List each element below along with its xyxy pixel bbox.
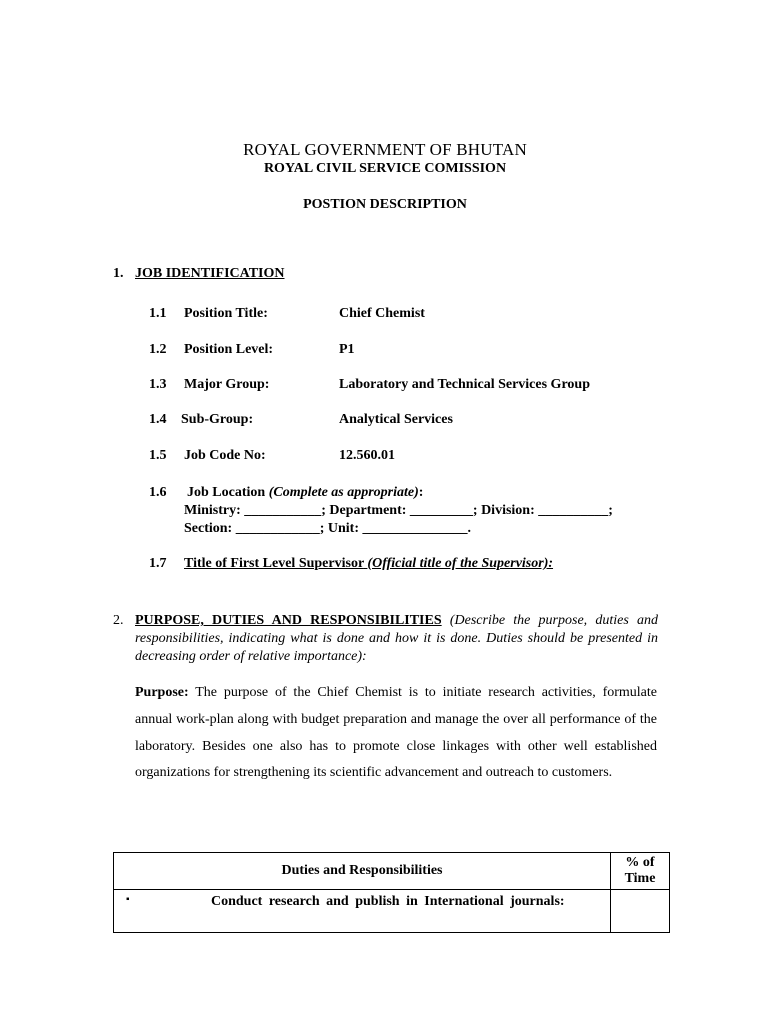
purpose-text: The purpose of the Chief Chemist is to initiate research activities, formulate annual work-plan along with budget preparation and manage the over all performance of the laboratory. Besides one also has to promote close linkages with other well established organizations for strengthening its scientific advancement and outreach to customers. [135, 685, 657, 781]
field-number: 1.5 [149, 448, 167, 463]
section-number: 1. [113, 266, 124, 281]
time-header-line-1: % of [625, 855, 655, 870]
section-number: 2. [113, 613, 124, 628]
time-column-header [611, 853, 670, 890]
field-number: 1.1 [149, 306, 167, 321]
purpose-paragraph [135, 680, 657, 787]
supervisor-label: Title of First Level Supervisor [184, 556, 364, 571]
field-value: Chief Chemist [339, 306, 425, 321]
field-row-major-group [149, 377, 669, 393]
duty-text: Conduct research and publish in International journals: [211, 894, 565, 909]
government-heading: ROYAL GOVERNMENT OF BHUTAN [243, 140, 527, 159]
field-value: Analytical Services [339, 412, 453, 427]
section-title: JOB IDENTIFICATION [135, 266, 285, 281]
section-instruction: (Describe the purpose, duties and responsibilities, indicating what is done and how it is done. Duties should be presented in decreasing order of relative importance): [135, 613, 659, 664]
field-row-job-code [149, 448, 669, 464]
time-cell [611, 890, 670, 933]
job-location-label: Job Location [187, 485, 266, 500]
supervisor-row [149, 556, 553, 572]
field-row-sub-group [149, 412, 669, 428]
job-location-note: (Complete as appropriate) [268, 485, 419, 500]
field-number: 1.3 [149, 377, 167, 392]
field-label: Sub-Group: [181, 412, 254, 427]
section-title: PURPOSE, DUTIES AND RESPONSIBILITIES [135, 613, 442, 628]
field-row-position-level [149, 342, 669, 358]
field-value: P1 [339, 342, 355, 357]
field-label: Position Level: [184, 342, 274, 357]
duty-cell [114, 890, 611, 933]
bullet-icon: ▪ [126, 894, 130, 905]
purpose-label: Purpose: [135, 685, 189, 700]
field-label: Major Group: [184, 377, 270, 392]
duties-table [113, 852, 670, 933]
job-location-line-2: Section: ____________; Unit: _______________. [184, 521, 471, 536]
section-1-heading [113, 266, 285, 282]
time-header-line-2: Time [624, 871, 656, 886]
commission-heading: ROYAL CIVIL SERVICE COMISSION [263, 161, 507, 176]
field-label: Job Code No: [184, 448, 266, 463]
section-2 [113, 612, 658, 666]
field-number: 1.7 [149, 556, 167, 571]
table-header-row [114, 853, 670, 890]
job-location-colon: : [418, 485, 424, 500]
table-row [114, 890, 670, 933]
field-number: 1.4 [149, 412, 167, 427]
field-row-position-title [149, 306, 669, 322]
field-label: Position Title: [184, 306, 268, 321]
field-value: 12.560.01 [339, 448, 395, 463]
job-location-line-1: Ministry: ___________; Department: _________; Division: __________; [184, 503, 613, 518]
field-value: Laboratory and Technical Services Group [339, 377, 590, 392]
job-location-block [149, 484, 669, 538]
document-title: POSTION DESCRIPTION [303, 197, 467, 212]
field-number: 1.6 [149, 485, 167, 500]
supervisor-note: (Official title of the Supervisor): [367, 556, 554, 571]
field-number: 1.2 [149, 342, 167, 357]
duties-column-header: Duties and Responsibilities [114, 853, 611, 890]
